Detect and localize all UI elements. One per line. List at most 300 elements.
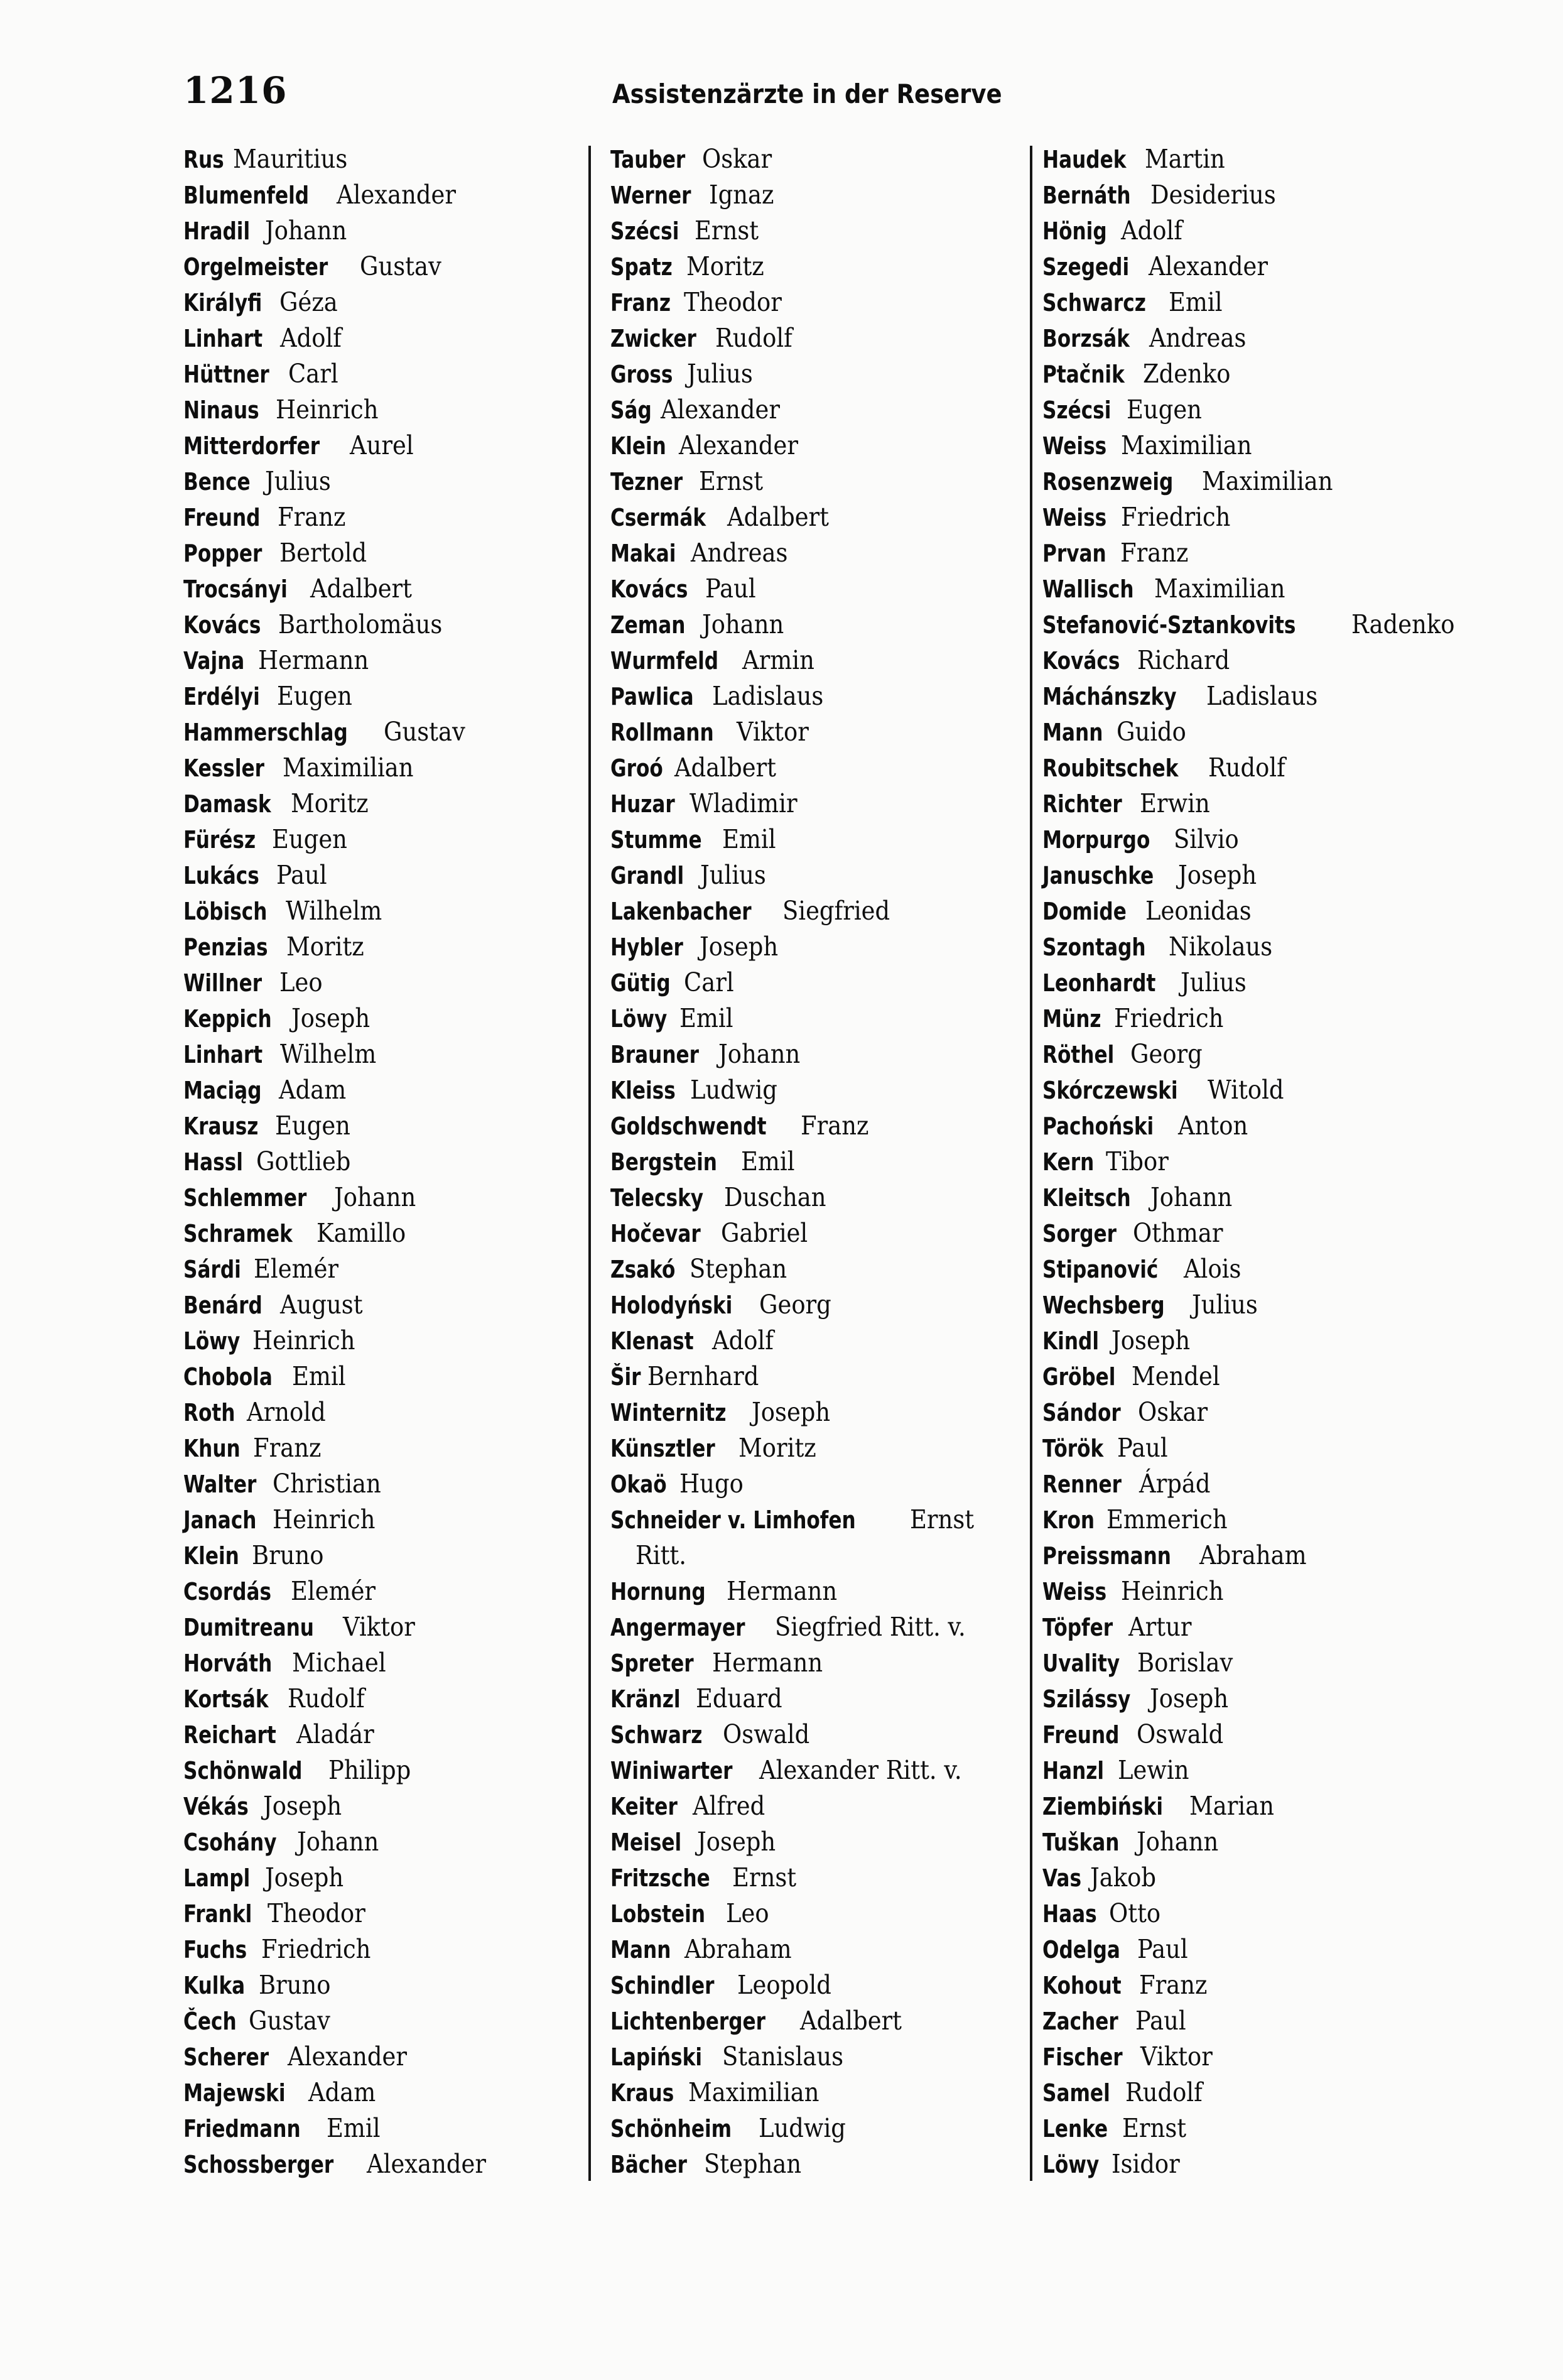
given-name: Alexander [288, 2041, 408, 2072]
surname: Töpfer [1042, 1614, 1113, 1641]
name-entry [610, 1144, 1012, 1180]
given-name: Joseph [699, 932, 778, 962]
surname: Schossberger [183, 2151, 334, 2178]
name-entry [183, 285, 585, 320]
surname: Gröbel [1042, 1363, 1116, 1391]
name-entry [183, 1860, 585, 1896]
surname: Vajna [183, 647, 245, 675]
surname: Horváth [183, 1649, 273, 1677]
given-name: Martin [1145, 144, 1225, 174]
surname: Franz [610, 289, 671, 317]
name-entry [610, 1967, 1012, 2003]
name-column-3 [1042, 141, 1455, 2182]
surname: Domide [1042, 898, 1127, 925]
surname: Goldschwendt [610, 1112, 767, 1140]
surname: Máchánszky [1042, 683, 1177, 710]
column-rule [588, 146, 591, 2181]
given-name: Witold [1208, 1075, 1284, 1105]
given-name: Artur [1128, 1612, 1192, 1642]
name-entry [1042, 1430, 1444, 1466]
surname: Hornung [610, 1578, 706, 1606]
surname: Schindler [610, 1972, 715, 1999]
surname: Rosenzweig [1042, 468, 1174, 496]
given-name: Rudolf [287, 1683, 365, 1714]
name-entry [183, 535, 585, 571]
given-name: Mauritius [233, 144, 348, 174]
surname: Blumenfeld [183, 182, 310, 209]
surname: Sándor [1042, 1399, 1121, 1426]
given-name: Maximilian [688, 2077, 819, 2107]
name-entry [183, 320, 585, 356]
name-entry [1042, 356, 1444, 392]
name-entry [183, 1538, 585, 1573]
name-entry [183, 141, 585, 177]
surname: Brauner [610, 1041, 700, 1068]
name-entry [183, 428, 585, 464]
name-entry [1042, 2003, 1444, 2039]
given-name: Armin [742, 645, 814, 675]
name-entry [610, 643, 1012, 678]
surname: Szegedi [1042, 253, 1130, 281]
given-name: Rudolf [715, 323, 793, 353]
name-entry [183, 857, 585, 893]
given-name: Siegfried Ritt. v. [774, 1612, 966, 1642]
surname: Zsakó [610, 1256, 676, 1283]
surname: Wurmfeld [610, 647, 719, 675]
given-name: Adolf [1121, 215, 1183, 246]
surname: Löwy [183, 1327, 241, 1355]
given-name: Johann [297, 1827, 379, 1857]
name-entry [1042, 1860, 1444, 1896]
surname: Vas [1042, 1864, 1081, 1892]
surname: Winiwarter [610, 1757, 733, 1785]
surname: Fürész [183, 826, 256, 854]
surname: Groó [610, 754, 663, 782]
name-entry [183, 571, 585, 607]
surname: Kulka [183, 1972, 246, 1999]
name-entry [610, 1609, 1012, 1645]
surname: Linhart [183, 1041, 263, 1068]
given-name: Joseph [697, 1827, 776, 1857]
name-entry [1042, 464, 1444, 499]
given-name: Arnold [246, 1397, 326, 1427]
given-name: Ernst [909, 1504, 974, 1535]
name-entry [183, 1717, 585, 1752]
given-name: Desiderius [1150, 180, 1276, 210]
name-entry [610, 2146, 1012, 2182]
name-entry [610, 2003, 1012, 2039]
given-name: Leonidas [1145, 896, 1252, 926]
surname: Angermayer [610, 1614, 745, 1641]
given-name: Johann [333, 1182, 416, 1212]
surname: Kleiss [610, 1077, 676, 1104]
name-entry [610, 1824, 1012, 1860]
given-name: Leo [279, 967, 323, 997]
name-entry [183, 786, 585, 822]
given-name: Bruno [259, 1970, 331, 2000]
surname: Stipanović [1042, 1256, 1159, 1283]
surname: Preissmann [1042, 1542, 1171, 1570]
surname: Weiss [1042, 432, 1107, 460]
name-entry [1042, 822, 1444, 857]
given-name: Joseph [752, 1397, 831, 1427]
surname: Maciąg [183, 1077, 262, 1104]
name-entry [1042, 1788, 1444, 1824]
surname: Csordás [183, 1578, 272, 1606]
surname: Popper [183, 540, 262, 567]
name-entry [610, 1717, 1012, 1752]
name-entry [1042, 392, 1444, 428]
name-entry [610, 535, 1012, 571]
name-entry [1042, 499, 1444, 535]
given-name: Leopold [737, 1970, 831, 2000]
surname: Sárdi [183, 1256, 241, 1283]
given-name: Hermann [712, 1648, 823, 1678]
given-name: Oskar [701, 144, 772, 174]
given-name: Eugen [274, 1111, 350, 1141]
given-name: Andreas [1149, 323, 1247, 353]
name-entry [610, 1108, 1012, 1144]
name-entry [183, 1072, 585, 1108]
given-name: Viktor [1140, 2041, 1213, 2072]
given-name: Hermann [727, 1576, 838, 1606]
surname: Krausz [183, 1112, 259, 1140]
given-name: Julius [686, 359, 753, 389]
name-entry [610, 1645, 1012, 1681]
surname: Janach [183, 1506, 257, 1534]
name-entry [1042, 1967, 1444, 2003]
given-name: Eugen [276, 681, 352, 711]
name-entry [610, 213, 1012, 249]
name-entry [1042, 1108, 1444, 1144]
given-name: Emil [740, 1146, 795, 1176]
given-name: Oswald [722, 1719, 810, 1749]
name-entry [183, 1180, 585, 1215]
given-name: Adalbert [727, 502, 829, 532]
name-entry [610, 1001, 1012, 1036]
given-name: Ernst [1122, 2113, 1187, 2143]
given-name: Alfred [692, 1791, 765, 1821]
given-name: Joseph [264, 1862, 344, 1893]
name-entry [610, 571, 1012, 607]
name-entry [610, 1072, 1012, 1108]
surname: Lichtenberger [610, 2008, 766, 2035]
given-name: Johann [264, 215, 347, 246]
given-name: Aladár [296, 1719, 375, 1749]
name-entry [183, 893, 585, 929]
given-name: Alexander [678, 430, 798, 460]
surname: Scherer [183, 2043, 269, 2071]
name-entry [1042, 1681, 1444, 1717]
surname: Freund [183, 504, 261, 531]
given-name: Franz [1138, 1970, 1207, 2000]
name-entry [183, 1573, 585, 1609]
given-name: Maximilian [282, 753, 414, 783]
name-entry [183, 714, 585, 750]
given-name: Joseph [1111, 1325, 1191, 1356]
name-entry [183, 177, 585, 213]
name-entry [183, 2146, 585, 2182]
name-entry [183, 1645, 585, 1681]
given-name: Adolf [711, 1325, 774, 1356]
name-entry [1042, 1287, 1444, 1323]
surname: Frankl [183, 1900, 252, 1928]
surname: Prvan [1042, 540, 1106, 567]
name-entry [183, 249, 585, 285]
column-rule [1030, 146, 1032, 2181]
name-entry [1042, 1932, 1444, 1967]
name-entry [1042, 249, 1444, 285]
surname: Wechsberg [1042, 1291, 1165, 1319]
surname: Morpurgo [1042, 826, 1150, 854]
surname: Friedmann [183, 2115, 301, 2143]
name-entry [183, 1108, 585, 1144]
name-entry [610, 320, 1012, 356]
name-entry [610, 786, 1012, 822]
given-name: Joseph [262, 1791, 342, 1821]
name-entry [1042, 1466, 1444, 1502]
given-name: Leo [726, 1898, 769, 1928]
surname: Reichart [183, 1721, 276, 1749]
given-name: Elemér [254, 1254, 339, 1284]
given-name: Eduard [696, 1683, 782, 1714]
given-name: Andreas [690, 538, 788, 568]
given-name: Alexander [366, 2149, 486, 2179]
surname: Borzsák [1042, 325, 1130, 352]
surname: Haudek [1042, 146, 1127, 173]
name-entry [183, 499, 585, 535]
surname: Vékás [183, 1793, 249, 1820]
name-entry [183, 965, 585, 1001]
name-entry [183, 1359, 585, 1394]
name-entry [1042, 1036, 1444, 1072]
given-name: Alexander [337, 180, 457, 210]
name-entry [183, 1824, 585, 1860]
given-name: Bernhard [647, 1361, 759, 1391]
surname: Okaö [610, 1470, 667, 1498]
name-entry [1042, 1144, 1444, 1180]
name-entry [183, 392, 585, 428]
given-name: Paul [1117, 1433, 1168, 1463]
name-entry [1042, 1609, 1444, 1645]
surname: Szécsi [610, 217, 679, 245]
name-entry [610, 1394, 1012, 1430]
surname: Schönheim [610, 2115, 732, 2143]
name-entry [1042, 1394, 1444, 1430]
name-entry [1042, 213, 1444, 249]
given-name: Moritz [686, 251, 764, 281]
given-name: Julius [1191, 1290, 1258, 1320]
surname: Hassl [183, 1148, 243, 1176]
given-name: Michael [291, 1648, 386, 1678]
surname: Schwarz [610, 1721, 703, 1749]
name-entry [610, 1681, 1012, 1717]
name-entry [610, 1323, 1012, 1359]
surname: Mitterdorfer [183, 432, 320, 460]
name-entry [610, 1573, 1012, 1609]
given-name: Abraham [684, 1934, 792, 1964]
name-entry [610, 392, 1012, 428]
name-entry [183, 1609, 585, 1645]
given-name: Lewin [1117, 1755, 1189, 1785]
surname: Keiter [610, 1793, 678, 1820]
name-entry [1042, 1251, 1444, 1287]
surname: Löbisch [183, 898, 268, 925]
name-entry [610, 1215, 1012, 1251]
surname: Rus [183, 146, 224, 173]
surname: Hybler [610, 933, 683, 961]
surname: Zacher [1042, 2008, 1118, 2035]
page-number: 1216 [183, 69, 288, 112]
given-name: Nikolaus [1168, 932, 1273, 962]
given-name: Adalbert [799, 2006, 902, 2036]
given-name: Hugo [679, 1469, 744, 1499]
given-name: Adam [279, 1075, 347, 1105]
given-name: Theodor [684, 287, 782, 317]
given-name: Gustav [384, 717, 466, 747]
name-entry [610, 285, 1012, 320]
name-entry [610, 1932, 1012, 1967]
given-name: Paul [1135, 2006, 1186, 2036]
given-name: Stephan [690, 1254, 787, 1284]
given-name: Guido [1116, 717, 1186, 747]
name-entry [1042, 2111, 1444, 2146]
name-entry [183, 678, 585, 714]
name-entry [610, 857, 1012, 893]
name-entry [1042, 1717, 1444, 1752]
name-entry [183, 1788, 585, 1824]
name-entry [183, 643, 585, 678]
surname: Ziembiński [1042, 1793, 1164, 1820]
name-entry [610, 1466, 1012, 1502]
given-name: Ludwig [758, 2113, 846, 2143]
surname: Weiss [1042, 1578, 1107, 1606]
surname: Gross [610, 361, 673, 388]
surname: Tuškan [1042, 1828, 1120, 1856]
surname: Meisel [610, 1828, 682, 1856]
given-name: Wilhelm [280, 1039, 377, 1069]
name-entry [183, 1036, 585, 1072]
surname: Huzar [610, 790, 675, 818]
given-name: Emil [326, 2113, 381, 2143]
given-name: Julius [1181, 967, 1247, 997]
surname: Münz [1042, 1005, 1101, 1033]
name-entry [1042, 607, 1455, 643]
name-entry [183, 1287, 585, 1323]
name-entry [183, 2111, 585, 2146]
surname: Klein [610, 432, 666, 460]
name-entry [183, 1430, 585, 1466]
surname: Leonhardt [1042, 969, 1156, 997]
surname: Bächer [610, 2151, 687, 2178]
surname: Bernáth [1042, 182, 1131, 209]
name-entry [610, 1860, 1012, 1896]
name-entry [183, 356, 585, 392]
surname: Kovács [1042, 647, 1120, 675]
given-name: Richard [1137, 645, 1230, 675]
given-name: Wilhelm [286, 896, 382, 926]
given-name: Abraham [1199, 1540, 1307, 1570]
given-name: Adam [308, 2077, 376, 2107]
surname: Szécsi [1042, 396, 1111, 424]
surname: Schwarcz [1042, 289, 1146, 317]
name-entry [183, 464, 585, 499]
name-entry [1042, 285, 1444, 320]
surname: Fuchs [183, 1936, 247, 1964]
name-entry [183, 213, 585, 249]
name-entry [610, 356, 1012, 392]
given-name: Franz [277, 502, 346, 532]
surname: Linhart [183, 325, 263, 352]
surname: Kränzl [610, 1685, 681, 1713]
given-name: Adolf [280, 323, 342, 353]
given-name: Paul [276, 860, 327, 890]
given-name: Eugen [1126, 394, 1202, 425]
name-entry [1042, 320, 1444, 356]
given-name: Gustav [248, 2006, 330, 2036]
given-name: Tibor [1105, 1146, 1169, 1176]
surname: Pawlica [610, 683, 694, 710]
surname: Šir [610, 1363, 641, 1391]
surname: Fischer [1042, 2043, 1123, 2071]
surname: Fritzsche [610, 1864, 710, 1892]
given-name: Franz [252, 1433, 322, 1463]
surname: Kovács [610, 575, 688, 603]
given-name: Ernst [732, 1862, 796, 1893]
given-name: Jakob [1090, 1862, 1156, 1893]
name-entry [1042, 1215, 1444, 1251]
name-entry [610, 177, 1012, 213]
name-entry [1042, 571, 1444, 607]
surname: Schneider v. Limhofen [610, 1506, 856, 1534]
surname: Török [1042, 1435, 1104, 1462]
name-entry [610, 822, 1012, 857]
given-name: Friedrich [1120, 502, 1231, 532]
surname: Ninaus [183, 396, 259, 424]
name-entry [610, 2039, 1012, 2075]
given-name: Ritt. [635, 1540, 686, 1570]
surname: Makai [610, 540, 676, 567]
name-entry [183, 1001, 585, 1036]
surname: Hanzl [1042, 1757, 1105, 1785]
given-name: Maximilian [1154, 573, 1285, 604]
surname: Čech [183, 2008, 237, 2035]
surname: Werner [610, 182, 691, 209]
name-entry [610, 2075, 1012, 2111]
surname: Lukács [183, 862, 259, 889]
name-entry [1042, 2075, 1444, 2111]
given-name: Heinrich [276, 394, 379, 425]
given-name: Ludwig [690, 1075, 777, 1105]
given-name: Hermann [257, 645, 369, 675]
surname: Schramek [183, 1220, 293, 1247]
name-entry [610, 893, 1012, 929]
surname: Szontagh [1042, 933, 1146, 961]
surname: Királyfi [183, 289, 262, 317]
name-entry [610, 678, 1012, 714]
surname: Kleitsch [1042, 1184, 1131, 1212]
given-name: Moritz [738, 1433, 816, 1463]
surname: Löwy [1042, 2151, 1100, 2178]
surname: Haas [1042, 1900, 1097, 1928]
name-entry [1042, 750, 1444, 786]
name-entry [183, 1215, 585, 1251]
given-name: Emil [1169, 287, 1223, 317]
surname: Sorger [1042, 1220, 1117, 1247]
given-name: Adalbert [674, 753, 777, 783]
surname: Kraus [610, 2079, 674, 2107]
given-name: Wladimir [689, 788, 798, 818]
